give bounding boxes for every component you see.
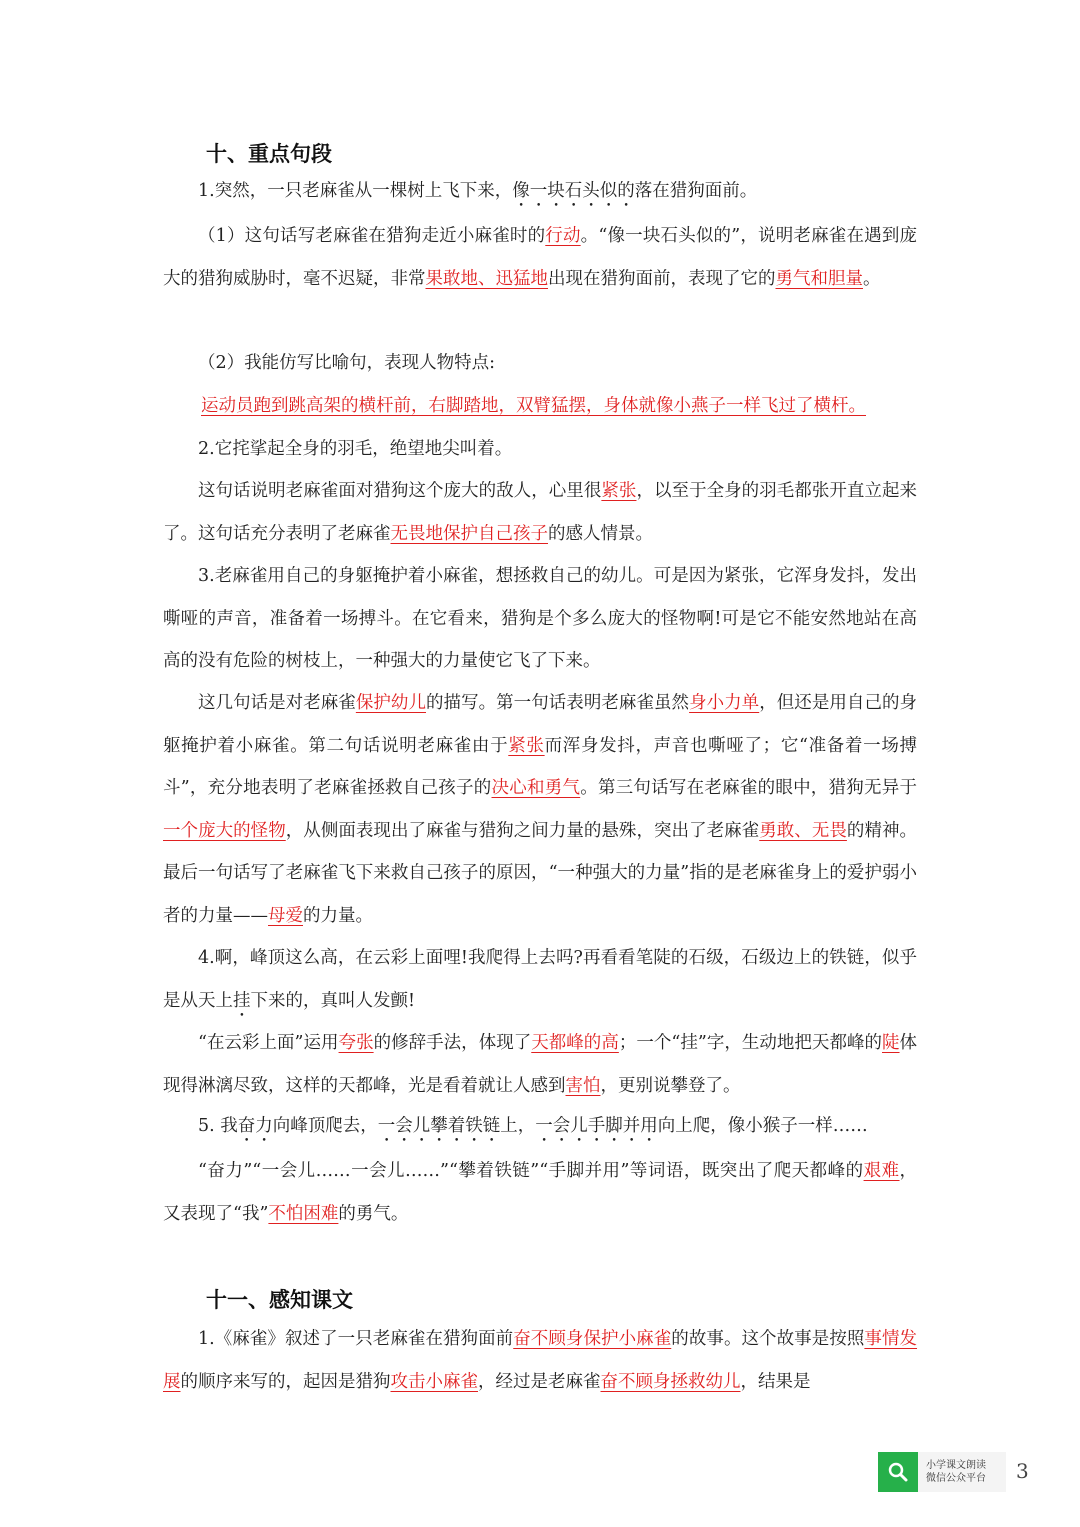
answer-highlight: 攻击小麻雀	[390, 1371, 478, 1392]
text: 出现在猎狗面前，表现了它的	[548, 268, 776, 289]
text: 体现得淋漓尽致，这样的天都峰，光是看着就让人感到	[163, 1033, 918, 1096]
sentence-1	[163, 170, 917, 213]
text: 落在猎狗面前。	[634, 181, 758, 201]
answer-highlight: 运动员跑到跳高架的横杆前，右脚踏地，双臂猛摆，身体就像小燕子一样飞过了横杆。	[201, 396, 866, 416]
text: ，又表现了“我”	[163, 1161, 918, 1224]
sentence-2: 2.它挓挲起全身的羽毛，绝望地尖叫着。	[198, 439, 513, 459]
text: 。	[863, 268, 881, 289]
text: 的勇气。	[338, 1203, 409, 1224]
text: 的故事。这个故事是按照	[671, 1329, 865, 1349]
text: 向峰顶爬去，	[272, 1116, 378, 1136]
simile-example	[201, 385, 917, 428]
brand-line-1: 小学课文朗读	[926, 1460, 986, 1471]
answer-highlight: 天都峰的高	[531, 1033, 619, 1053]
text: “在云彩上面”运用	[198, 1033, 339, 1053]
text: 下来的，真叫人发颤!	[250, 990, 416, 1011]
text: 向上爬，像小猴子一样……	[657, 1116, 868, 1136]
text: （1）这句话写老麻雀在猎狗走近小麻雀时的	[198, 226, 546, 246]
text: 1.突然，一只老麻雀从一棵树上飞下来，	[198, 181, 513, 201]
answer-highlight: 保护幼儿	[355, 693, 426, 713]
answer-highlight: 事情发展	[163, 1329, 918, 1392]
answer-highlight: 行动	[545, 226, 581, 246]
sentence-3: 3.老麻雀用自己的身躯掩护着小麻雀，想拯救自己的幼儿。可是因为紧张，它浑身发抖，发出嘶哑的声音，准备着一场搏斗。在它看来，猎狗是个多么庞大的怪物啊!可是它不能安然地站在高高的没有危险的树枝上，一种强大的力量使它飞了下来。	[163, 566, 917, 671]
sentence-5-analysis	[163, 1150, 917, 1235]
brand-label	[918, 1459, 986, 1485]
answer-highlight: 艰难	[863, 1161, 900, 1181]
answer-highlight: 勇敢、无畏	[759, 820, 847, 841]
text: ，以至于全身的羽毛都张开直立起来了。这句话充分表明了老麻雀	[163, 481, 918, 544]
answer-highlight: 不怕困难	[268, 1203, 339, 1224]
text: 1.《麻雀》叙述了一只老麻雀在猎狗面前	[198, 1329, 514, 1349]
text: 4.啊，峰顶这么高，在云彩上面哩!我爬得上去吗?再看看笔陡的石级，石级边上的铁链，似乎是从天上	[163, 948, 917, 1011]
text: 5. 我	[198, 1116, 238, 1136]
text: 的感人情景。	[548, 523, 653, 544]
sentence-1-analysis-2: （2）我能仿写比喻句，表现人物特点:	[198, 353, 496, 373]
answer-highlight: 夸张	[338, 1033, 374, 1053]
text: 这几句话是对老麻雀	[198, 693, 356, 713]
text: ，经过是老麻雀	[478, 1371, 601, 1392]
brand-line-2: 微信公众平台	[926, 1473, 986, 1484]
answer-highlight: 奋不顾身保护小麻雀	[513, 1329, 672, 1349]
section-11-paragraph-1	[163, 1318, 917, 1403]
sentence-5	[163, 1105, 917, 1148]
answer-highlight: 母爱	[268, 905, 303, 926]
sentence-3-analysis	[163, 682, 917, 937]
dotted-text: 奋力	[237, 1116, 273, 1136]
answer-highlight: 紧张	[601, 481, 637, 501]
page-number: 3	[1016, 1459, 1029, 1483]
text: 的精神。最后一句话写了老麻雀飞下来救自己孩子的原因，“一种强大的力量”指的是老麻雀身上的爱护弱小者的力量——	[163, 820, 918, 926]
text: ，结果是	[740, 1371, 811, 1392]
text: 。第三句话写在老麻雀的眼中，猎狗无异于	[580, 778, 918, 798]
answer-highlight: 陡	[882, 1033, 900, 1053]
text: ，更别说攀登了。	[600, 1075, 741, 1096]
text: 。“像一块石头似的”，说明老麻雀在遇到庞大的猎狗威胁时，毫不迟疑，非常	[163, 226, 918, 289]
answer-highlight: 果敢地、迅猛地	[425, 268, 548, 289]
dotted-text: 挂	[233, 990, 251, 1011]
answer-highlight: 勇气和胆量	[775, 268, 863, 289]
dotted-text: 像一块石头似的	[512, 181, 635, 201]
text: ；一个“挂”字，生动地把天都峰的	[618, 1033, 882, 1053]
text: 这句话说明老麻雀面对猎狗这个庞大的敌人，心里很	[198, 481, 602, 501]
text: ，从侧面表现出了麻雀与猎狗之间力量的悬殊，突出了老麻雀	[285, 820, 760, 841]
section-heading-10: 十、重点句段	[206, 142, 332, 166]
sentence-4-analysis	[163, 1022, 917, 1107]
text: 而浑身发抖，声音也嘶哑了；它“准备着一场搏斗”，充分地表明了老麻雀拯救自己孩子的	[163, 735, 917, 798]
wechat-brand-badge	[878, 1452, 1006, 1492]
sentence-4	[163, 937, 917, 1022]
dotted-text: 一会儿攀着铁链	[377, 1116, 501, 1136]
text: 的顺序来写的，起因是猎狗	[180, 1371, 391, 1392]
text: 的描写。第一句话表明老麻雀虽然	[426, 693, 690, 713]
text: “奋力”“一会儿……一会儿……”“攀着铁链”“手脚并用”等词语，既突出了爬天都峰的	[198, 1161, 864, 1181]
answer-highlight: 身小力单	[689, 693, 760, 713]
text: 上，	[500, 1116, 536, 1136]
dotted-text: 一会儿手脚并用	[535, 1116, 658, 1136]
text: ，但还是用自己的身躯掩护着小麻雀。第二句话说明老麻雀由于	[163, 693, 918, 756]
answer-highlight: 紧张	[508, 735, 545, 756]
sentence-1-analysis-1	[163, 215, 917, 300]
sentence-2-analysis	[163, 470, 917, 555]
section-heading-11: 十一、感知课文	[206, 1288, 353, 1312]
answer-highlight: 一个庞大的怪物	[163, 820, 286, 841]
text: 的力量。	[303, 905, 373, 926]
text: 的修辞手法，体现了	[373, 1033, 532, 1053]
search-icon	[878, 1452, 918, 1492]
answer-highlight: 无畏地保护自己孩子	[390, 523, 548, 544]
answer-highlight: 奋不顾身拯救幼儿	[600, 1371, 741, 1392]
answer-highlight: 决心和勇气	[491, 778, 581, 798]
answer-highlight: 害怕	[565, 1075, 601, 1096]
